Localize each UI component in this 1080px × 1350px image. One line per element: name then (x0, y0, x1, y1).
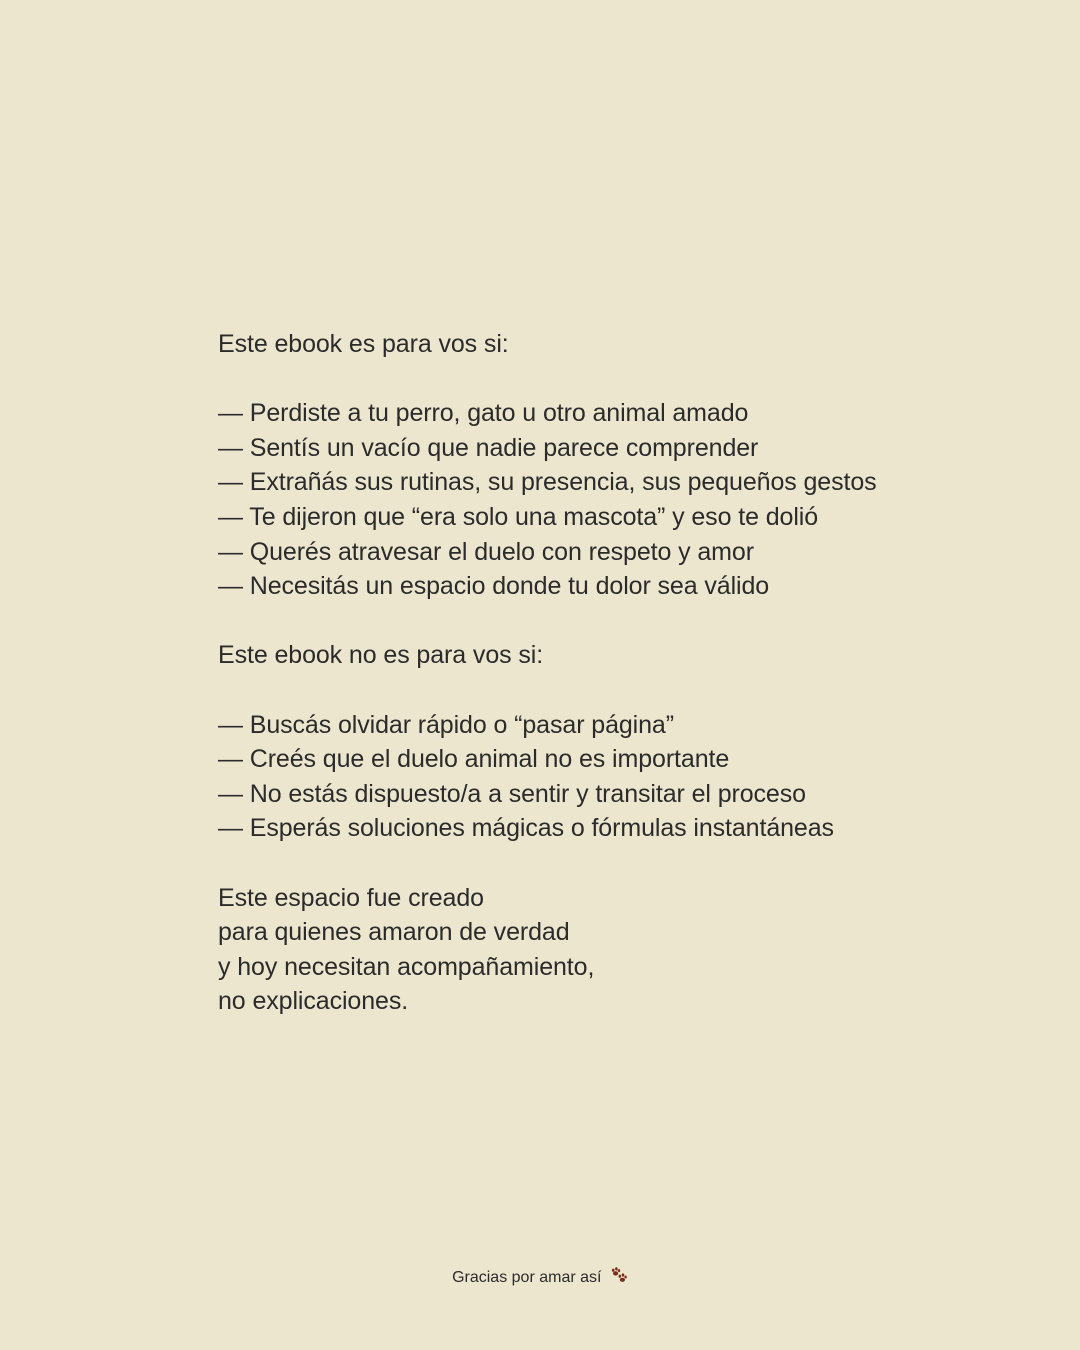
section-heading-not-for: Este ebook no es para vos si: (218, 641, 544, 670)
main-text-block (218, 327, 998, 1019)
spacer (218, 604, 998, 639)
closing-line: Este espacio fue creado (218, 883, 484, 912)
list-item: — Perdiste a tu perro, gato u otro animal amado (218, 399, 749, 428)
list-item: — Necesitás un espacio donde tu dolor sea válido (218, 572, 770, 601)
closing-line: para quienes amaron de verdad (218, 918, 570, 947)
paw-prints-icon (610, 1267, 628, 1285)
list-item: — Sentís un vacío que nadie parece comprender (218, 433, 759, 462)
list-item: — Extrañás sus rutinas, su presencia, sus pequeños gestos (218, 468, 877, 497)
list-item: — Creés que el duelo animal no es importante (218, 745, 730, 774)
footer (0, 1266, 1080, 1290)
section-heading-for: Este ebook es para vos si: (218, 330, 509, 358)
list-item: — Querés atravesar el duelo con respeto y amor (218, 537, 754, 566)
spacer (218, 362, 998, 397)
spacer (218, 673, 998, 708)
list-item: — Buscás olvidar rápido o “pasar página” (218, 710, 674, 739)
closing-line: no explicaciones. (218, 987, 409, 1016)
closing-line: y hoy necesitan acompañamiento, (218, 952, 595, 981)
list-item: — Te dijeron que “era solo una mascota” y eso te dolió (218, 502, 819, 531)
footer-text: Gracias por amar así (452, 1269, 602, 1286)
list-item: — No estás dispuesto/a a sentir y transitar el proceso (218, 779, 806, 808)
spacer (218, 846, 998, 881)
list-item: — Esperás soluciones mágicas o fórmulas instantáneas (218, 814, 834, 843)
